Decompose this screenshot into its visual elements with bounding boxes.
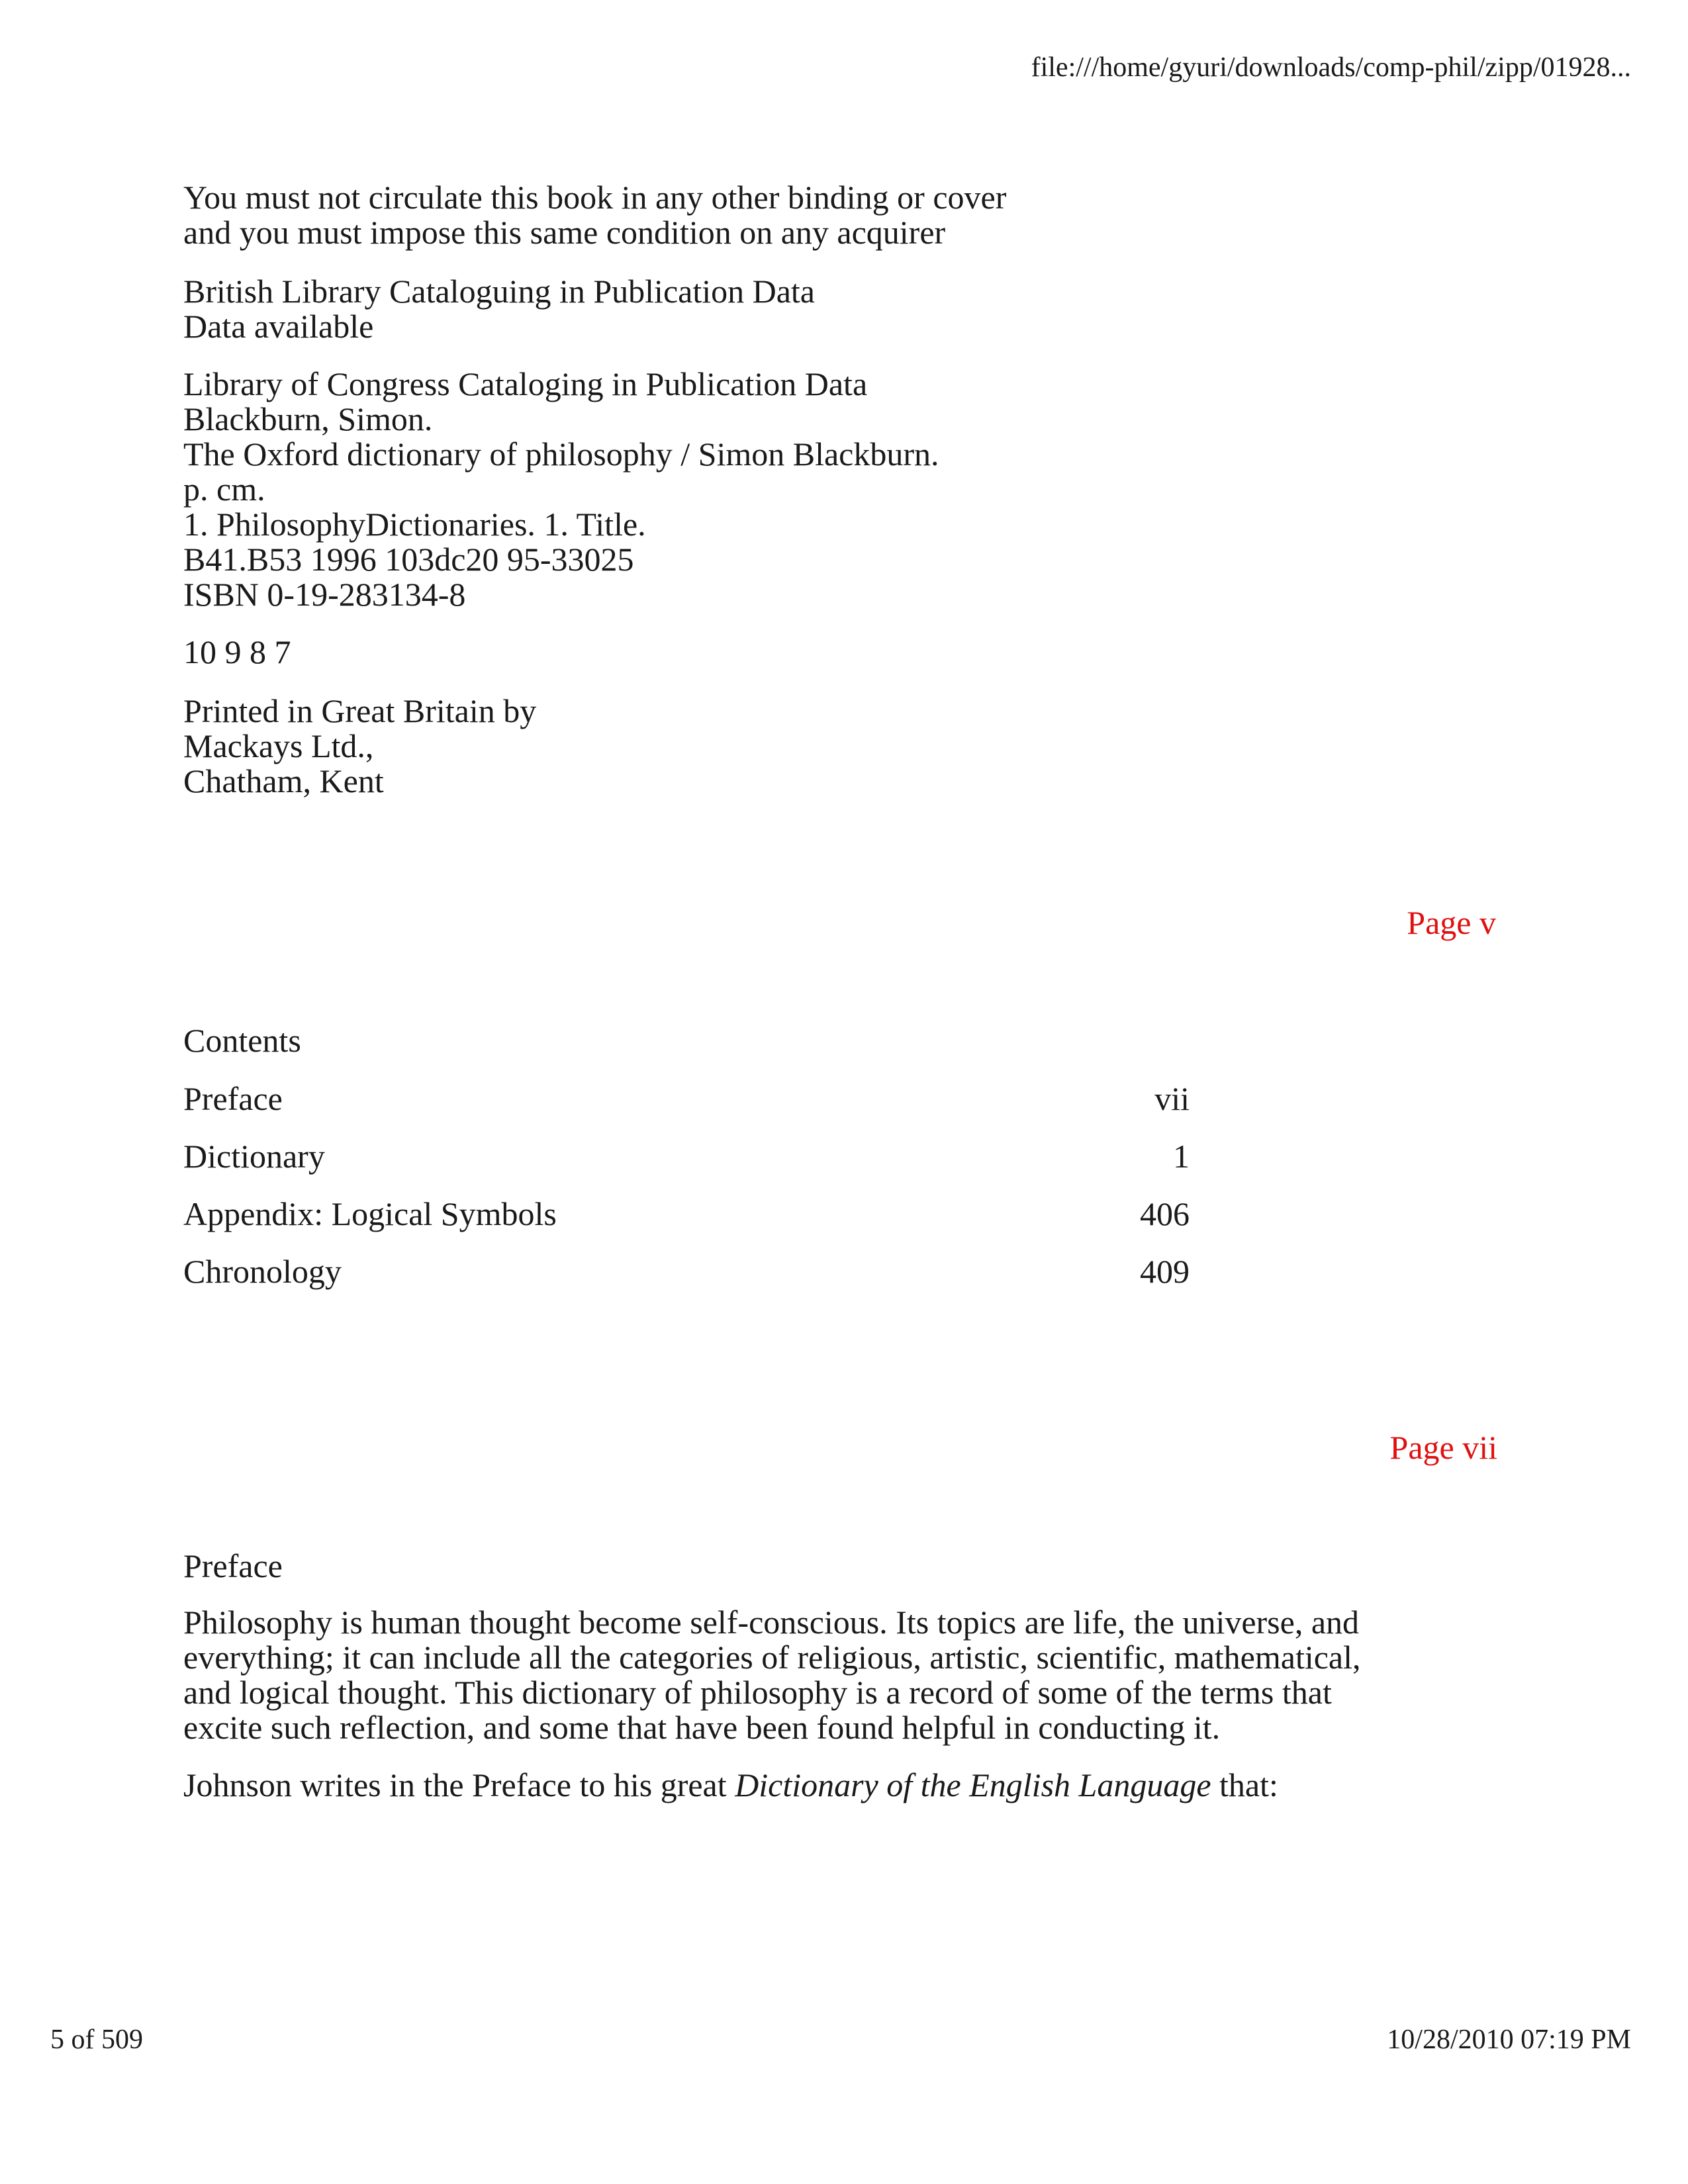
loc-line: B41.B53 1996 103dc20 95-33025	[183, 541, 634, 578]
contents-heading: Contents	[183, 1022, 301, 1059]
preface-line: excite such reflection, and some that have been found helpful in conducting it.	[183, 1709, 1221, 1746]
contents-entry-title: Preface	[183, 1080, 283, 1117]
contents-entry-page: 1	[1173, 1138, 1190, 1175]
printer-info	[183, 694, 536, 799]
copyright-notice	[183, 180, 1006, 250]
preface-line: Philosophy is human thought become self-conscious. Its topics are life, the universe, and	[183, 1604, 1360, 1641]
loc-line: p. cm.	[183, 471, 265, 508]
british-library-line: Data available	[183, 308, 374, 345]
footer-page-count: 5 of 509	[50, 2025, 143, 2055]
johnson-paragraph	[183, 1768, 1507, 1803]
contents-entry-page: vii	[1154, 1080, 1190, 1117]
preface-line: and logical thought. This dictionary of philosophy is a record of some of the terms that	[183, 1674, 1332, 1711]
printer-line: Chatham, Kent	[183, 762, 384, 799]
loc-line: Blackburn, Simon.	[183, 400, 433, 437]
preface-line: everything; it can include all the categories of religious, artistic, scientific, mathematical,	[183, 1639, 1361, 1676]
footer-timestamp: 10/28/2010 07:19 PM	[1387, 2025, 1631, 2055]
preface-paragraph	[183, 1605, 1507, 1745]
printer-line: Printed in Great Britain by	[183, 692, 537, 729]
contents-entry-title: Dictionary	[183, 1138, 325, 1175]
copyright-line: You must not circulate this book in any other binding or cover	[183, 179, 1007, 216]
file-url-header: file:///home/gyuri/downloads/comp-phil/zipp/01928...	[1031, 52, 1631, 83]
british-library-line: British Library Cataloguing in Publication Data	[183, 273, 816, 310]
johnson-text-end: that:	[1211, 1766, 1278, 1803]
johnson-line	[183, 1768, 1507, 1803]
contents-entry-title: Chronology	[183, 1253, 342, 1290]
contents-entry-title: Appendix: Logical Symbols	[183, 1195, 557, 1232]
print-run-numbers: 10 9 8 7	[183, 633, 291, 670]
british-library-cip	[183, 274, 815, 344]
copyright-line: and you must impose this same condition on any acquirer	[183, 214, 946, 251]
preface-heading: Preface	[183, 1547, 283, 1584]
library-of-congress-cip	[183, 367, 939, 612]
loc-line: Library of Congress Cataloging in Publication Data	[183, 365, 868, 402]
johnson-text: Johnson writes in the Preface to his great	[183, 1766, 735, 1803]
loc-line: 1. PhilosophyDictionaries. 1. Title.	[183, 506, 646, 543]
page-marker-v: Page v	[1407, 904, 1496, 941]
loc-line: ISBN 0-19-283134-8	[183, 576, 466, 613]
page-marker-vii: Page vii	[1389, 1429, 1497, 1466]
contents-entry-page: 406	[1140, 1195, 1190, 1232]
printer-line: Mackays Ltd.,	[183, 727, 374, 764]
contents-entry-page: 409	[1140, 1253, 1190, 1290]
loc-line: The Oxford dictionary of philosophy / Simon Blackburn.	[183, 435, 939, 473]
dictionary-title: Dictionary of the English Language	[735, 1766, 1211, 1803]
